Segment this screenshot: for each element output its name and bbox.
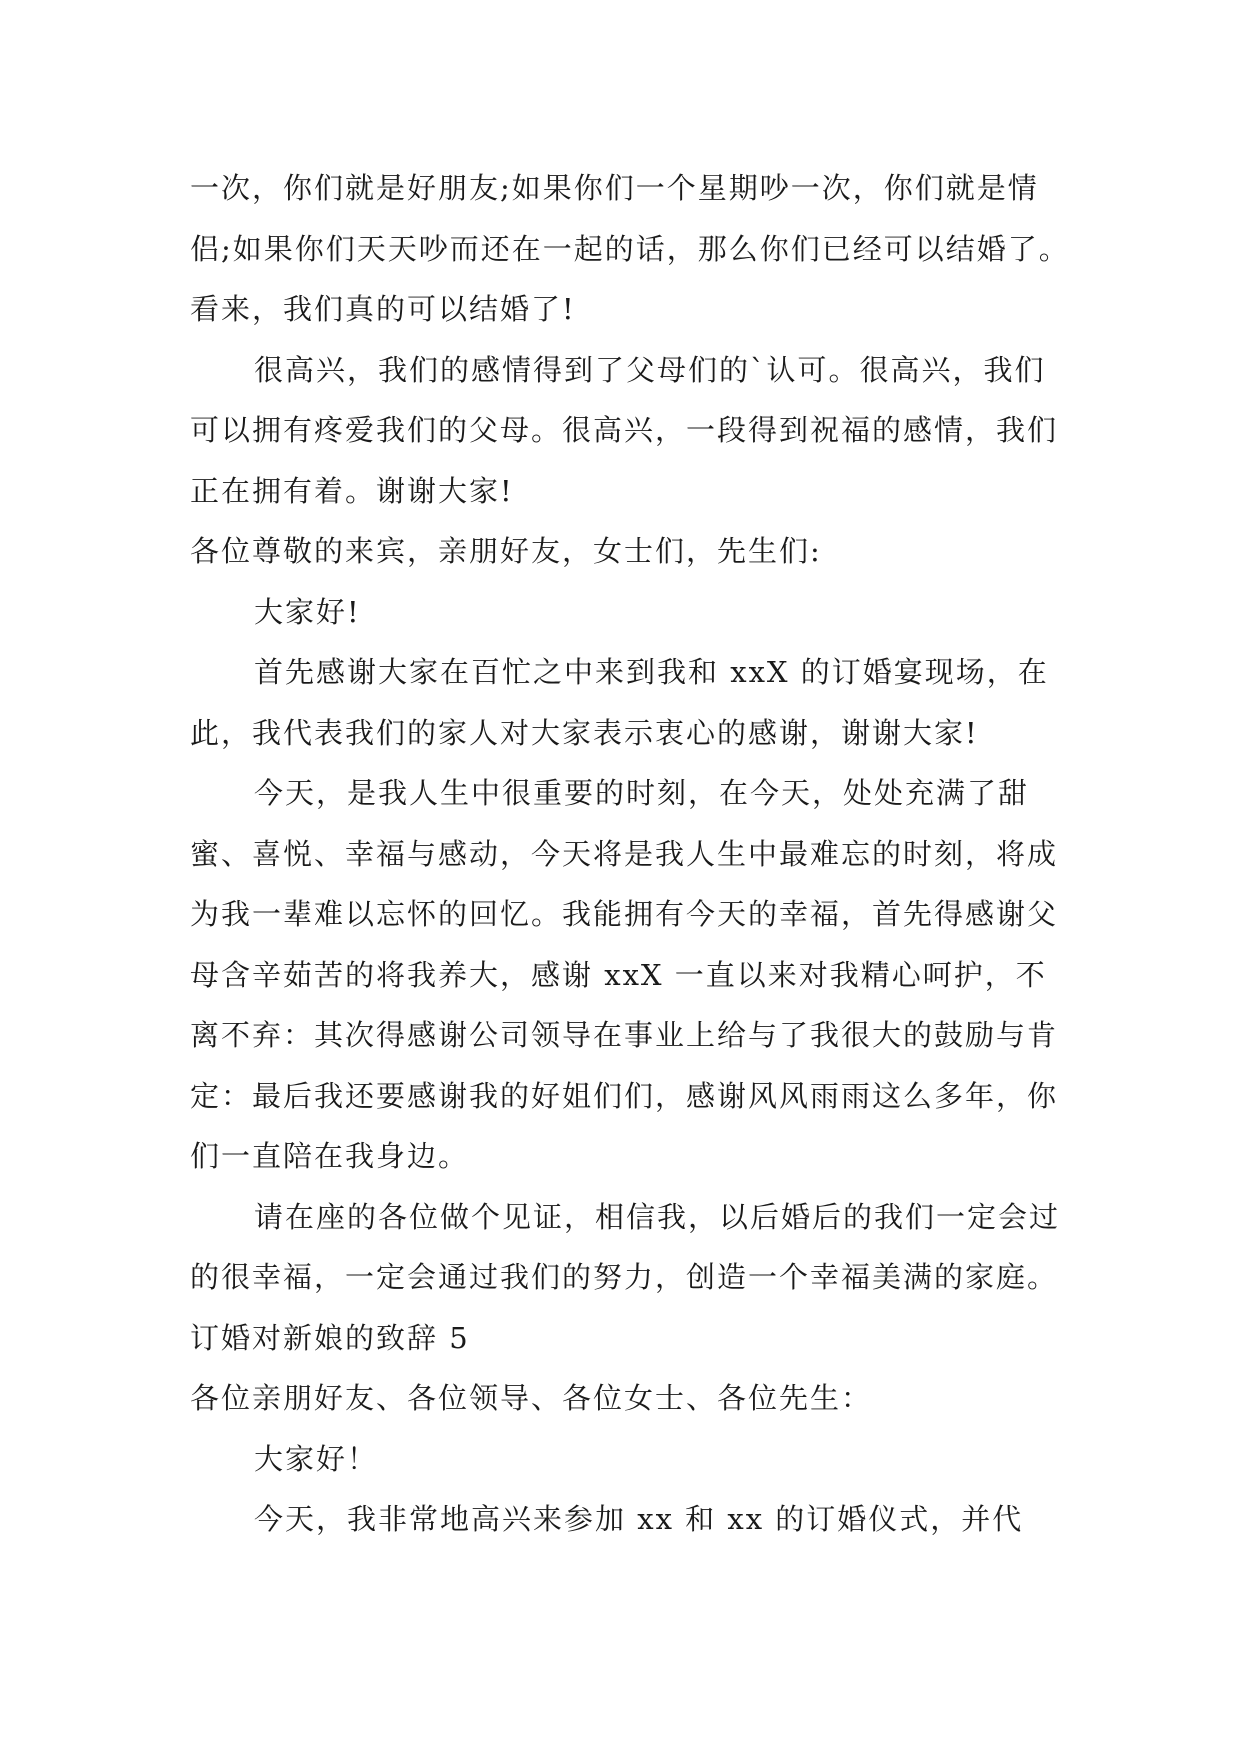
greeting-1: 大家好! [254, 594, 361, 629]
greeting-2: 大家好！ [254, 1441, 379, 1476]
salutation-2: 各位亲朋好友、各位领导、各位女士、各位先生： [190, 1381, 873, 1415]
document-body [190, 158, 1070, 1550]
paragraph-2: 很高兴，我们的感情得到了父母们的`认可。很高兴，我们可以拥有疼爱我们的父母。很高兴，一段得到祝福的感情，我们正在拥有着。谢谢大家! [190, 352, 1059, 508]
salutation-1: 各位尊敬的来宾，亲朋好友，女士们，先生们: [190, 534, 822, 568]
paragraph-3: 首先感谢大家在百忙之中来到我和 xxX 的订婚宴现场，在此，我代表我们的家人对大家表示衷心的感谢，谢谢大家! [190, 655, 1049, 750]
paragraph-4: 今天，是我人生中很重要的时刻，在今天，处处充满了甜蜜、喜悦、幸福与感动，今天将是我人生中最难忘的时刻，将成为我一辈难以忘怀的回忆。我能拥有今天的幸福，首先得感谢父母含辛茹苦的将我养大，感谢 xxX 一直以来对我精心呵护，不离不弃：其次得感谢公司领导在事业上给与了我很大的鼓励与肯定：最后我还要感谢我的好姐们们，感谢风风雨雨这么多年，你们一直陪在我身边。 [190, 776, 1059, 1173]
section-heading: 订婚对新娘的致辞 5 [190, 1320, 470, 1355]
paragraph-5: 请在座的各位做个见证，相信我，以后婚后的我们一定会过的很幸福，一定会通过我们的努力，创造一个幸福美满的家庭。 [190, 1199, 1061, 1294]
paragraph-1: 一次，你们就是好朋友;如果你们一个星期吵一次，你们就是情侣;如果你们天天吵而还在一起的话，那么你们已经可以结婚了。看来，我们真的可以结婚了! [190, 171, 1070, 326]
paragraph-6: 今天，我非常地高兴来参加 xx 和 xx 的订婚仪式，并代 [254, 1502, 1024, 1536]
